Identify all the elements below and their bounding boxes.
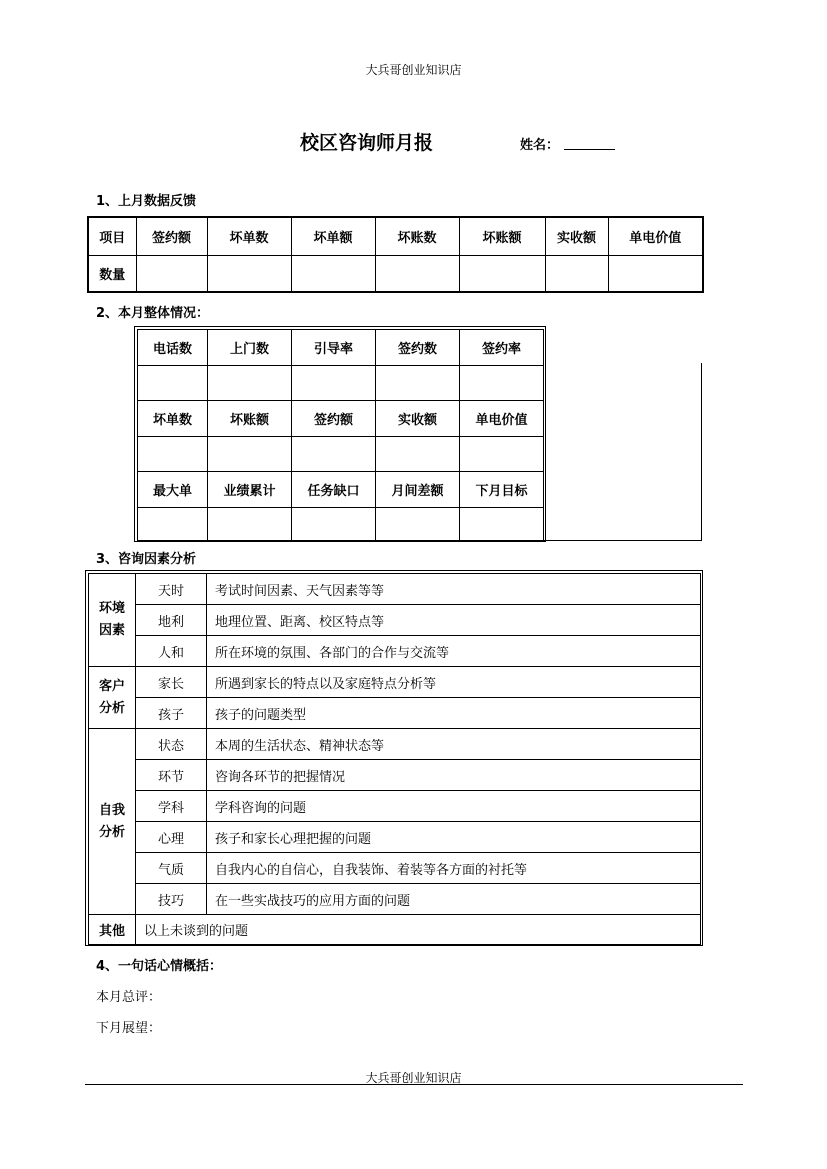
header-cell: 上门数	[208, 330, 292, 366]
factor-desc[interactable]: 所在环境的氛围、各部门的合作与交流等	[207, 636, 701, 667]
factor-desc[interactable]: 孩子和家长心理把握的问题	[207, 822, 701, 853]
input-cell[interactable]	[208, 437, 292, 472]
input-cell[interactable]	[292, 366, 376, 401]
factor-desc[interactable]: 咨询各环节的把握情况	[207, 760, 701, 791]
factor-label: 环节	[136, 760, 207, 791]
group-self: 自我分析	[89, 729, 136, 915]
header-cell: 签约率	[460, 330, 544, 366]
header-cell: 坏单数	[138, 401, 208, 437]
footer-rule	[85, 1084, 743, 1085]
input-cell[interactable]	[138, 437, 208, 472]
factor-label: 人和	[136, 636, 207, 667]
right-border-line	[701, 363, 702, 541]
header-cell: 下月目标	[460, 472, 544, 508]
input-cell[interactable]	[208, 366, 292, 401]
section2-heading: 2、本月整体情况：	[96, 306, 210, 321]
factor-desc[interactable]: 所遇到家长的特点以及家庭特点分析等	[207, 667, 701, 698]
section4-heading: 4、一句话心情概括：	[96, 959, 223, 974]
header-cell: 引导率	[292, 330, 376, 366]
factor-label: 技巧	[136, 884, 207, 915]
factor-desc[interactable]: 学科咨询的问题	[207, 791, 701, 822]
header-cell: 实收额	[545, 217, 608, 255]
input-cell[interactable]	[138, 508, 208, 541]
input-cell[interactable]	[608, 255, 703, 292]
input-cell[interactable]	[460, 366, 544, 401]
header-cell: 最大单	[138, 472, 208, 508]
input-cell[interactable]	[136, 255, 207, 292]
input-cell[interactable]	[376, 508, 460, 541]
row-label: 数量	[88, 255, 136, 292]
next-month-outlook-label: 下月展望：	[96, 1021, 162, 1036]
bottom-border-line	[544, 540, 702, 541]
header-cell: 签约数	[376, 330, 460, 366]
input-cell[interactable]	[545, 255, 608, 292]
header-cell: 任务缺口	[292, 472, 376, 508]
factor-desc[interactable]: 地理位置、距离、校区特点等	[207, 605, 701, 636]
header-cell: 坏单额	[291, 217, 375, 255]
name-label: 姓名：	[520, 138, 560, 153]
input-cell[interactable]	[292, 508, 376, 541]
input-cell[interactable]	[376, 437, 460, 472]
name-field-line[interactable]	[564, 149, 615, 150]
factor-desc[interactable]: 本周的生活状态、精神状态等	[207, 729, 701, 760]
factor-label: 天时	[136, 574, 207, 605]
factor-label: 学科	[136, 791, 207, 822]
input-cell[interactable]	[208, 508, 292, 541]
header-cell: 坏单数	[207, 217, 291, 255]
factor-table	[88, 573, 701, 945]
factor-label: 气质	[136, 853, 207, 884]
header-cell: 电话数	[138, 330, 208, 366]
header-cell: 坏账额	[459, 217, 545, 255]
page-footer-text: 大兵哥创业知识店	[365, 1071, 462, 1085]
input-cell[interactable]	[459, 255, 545, 292]
input-cell[interactable]	[138, 366, 208, 401]
section3-heading: 3、咨询因素分析	[96, 552, 197, 567]
header-cell: 月间差额	[376, 472, 460, 508]
header-cell: 项目	[88, 217, 136, 255]
header-cell: 坏账数	[375, 217, 459, 255]
factor-label: 孩子	[136, 698, 207, 729]
group-client: 客户分析	[89, 667, 136, 729]
factor-label: 地利	[136, 605, 207, 636]
factor-label: 状态	[136, 729, 207, 760]
last-month-table	[87, 216, 704, 293]
header-cell: 单电价值	[460, 401, 544, 437]
input-cell[interactable]	[292, 437, 376, 472]
input-cell[interactable]	[460, 508, 544, 541]
input-cell[interactable]	[375, 255, 459, 292]
header-cell: 业绩累计	[208, 472, 292, 508]
header-cell: 签约额	[136, 217, 207, 255]
other-desc[interactable]: 以上未谈到的问题	[136, 915, 701, 945]
input-cell[interactable]	[376, 366, 460, 401]
factor-desc[interactable]: 自我内心的自信心，自我装饰、着装等各方面的衬托等	[207, 853, 701, 884]
page-header-text: 大兵哥创业知识店	[365, 63, 462, 77]
group-other: 其他	[89, 915, 136, 945]
factor-desc[interactable]: 考试时间因素、天气因素等等	[207, 574, 701, 605]
group-env: 环境因素	[89, 574, 136, 667]
header-cell: 单电价值	[608, 217, 703, 255]
factor-label: 家长	[136, 667, 207, 698]
page-title: 校区咨询师月报	[300, 132, 434, 154]
input-cell[interactable]	[291, 255, 375, 292]
input-cell[interactable]	[207, 255, 291, 292]
section1-heading: 1、上月数据反馈	[96, 194, 197, 209]
header-cell: 实收额	[376, 401, 460, 437]
overall-table	[137, 329, 544, 541]
factor-desc[interactable]: 孩子的问题类型	[207, 698, 701, 729]
factor-label: 心理	[136, 822, 207, 853]
input-cell[interactable]	[460, 437, 544, 472]
monthly-summary-label: 本月总评：	[96, 990, 162, 1005]
factor-desc[interactable]: 在一些实战技巧的应用方面的问题	[207, 884, 701, 915]
header-cell: 签约额	[292, 401, 376, 437]
header-cell: 坏账额	[208, 401, 292, 437]
